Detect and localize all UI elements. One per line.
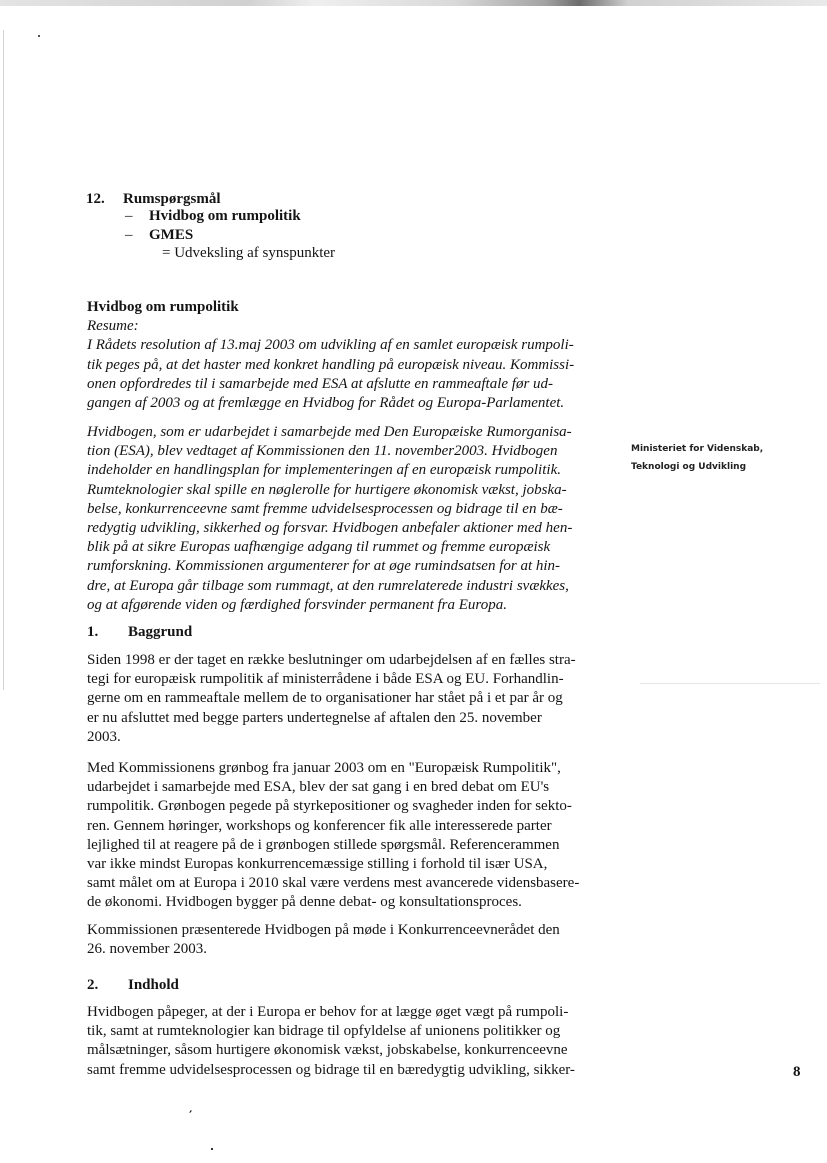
text-line: Hvidbogen, som er udarbejdet i samarbejde med Den Europæiske Rumorganisa- [87, 424, 572, 440]
scan-speck [211, 1148, 213, 1150]
text-line: de økonomi. Hvidbogen bygger på denne debat- og konsultationsproces. [87, 894, 522, 911]
text-line: Rumteknologier skal spille en nøglerolle for hurtigere økonomisk vækst, jobska- [87, 481, 567, 498]
text-line: redygtig udvikling, sikkerhed og forsvar. Hvidbogen anbefaler aktioner med hen- [87, 520, 573, 537]
section1-paragraph-3 [87, 921, 607, 959]
section1-paragraph-1 [87, 651, 607, 747]
scan-mark: ′ [185, 1106, 194, 1122]
section-title: Baggrund [128, 624, 193, 640]
scan-artifact-bar [0, 0, 827, 6]
text-line: og at afgørende viden og færdighed forsvinder permanent fra Europa. [87, 596, 507, 613]
text-line: var ikke mindst Europas konkurrencemæssige stilling i forhold til især USA, [87, 856, 548, 873]
text-line: 26. november 2003. [87, 941, 207, 958]
summary-paragraph-1 [87, 336, 607, 413]
sidebar-line: Ministeriet for Videnskab, [631, 444, 764, 454]
text-line: belse, konkurrenceevne samt fremme udvidelsesprocessen og bidrage til en bæ- [87, 500, 563, 517]
section1-paragraph-2 [87, 759, 607, 913]
text-line: Med Kommissionens grønbog fra januar 2003 om en "Europæisk Rumpolitik", [87, 760, 561, 776]
text-line: Hvidbogen påpeger, at der i Europa er behov for at lægge øget vægt på rumpoli- [87, 1004, 569, 1020]
sidebar-line: Teknologi og Udvikling [631, 462, 747, 472]
text-line: tik, samt at rumteknologier kan bidrage til opfyldelse af unionens politikker og [87, 1023, 561, 1040]
text-line: I Rådets resolution af 13.maj 2003 om udvikling af en samlet europæisk rumpoli- [87, 337, 574, 354]
text-line: onen opfordredes til i samarbejde med ESA at afslutte en rammeaftale før ud- [87, 375, 554, 392]
text-line: samt fremme udvidelsesprocessen og bidrage til en bæredygtig udvikling, sikker- [87, 1061, 575, 1078]
agenda-title: Rumspørgsmål [123, 191, 221, 207]
text-line: Siden 1998 er der taget en række beslutninger om udarbejdelsen af en fælles stra- [87, 652, 576, 668]
dash-bullet: – [125, 227, 133, 243]
text-line: 2003. [87, 728, 121, 745]
text-line: dre, at Europa går tilbage som rummagt, at den rumrelaterede industri svækkes, [87, 577, 569, 594]
text-line: tegi for europæisk rumpolitik af ministerrådene i både ESA og EU. Forhandlin- [87, 671, 564, 688]
section-title: Indhold [128, 977, 179, 993]
text-line: rumpolitik. Grønbogen pegede på styrkepositioner og svagheder inden for sekto- [87, 798, 572, 815]
text-line: målsætninger, såsom hurtigere økonomisk vækst, jobskabelse, konkurrenceevne [87, 1042, 568, 1059]
agenda-subitem-label: GMES [149, 227, 194, 243]
text-line: Kommissionen præsenterede Hvidbogen på møde i Konkurrenceevnerådet den [87, 922, 560, 938]
text-line: gerne om en rammeaftale mellem de to organisationer har stået på i et par år og [87, 690, 563, 707]
ministry-sidebar [631, 440, 763, 476]
text-line: lejlighed til at reagere på de i grønbogen stillede spørgsmål. Referencerammen [87, 836, 560, 853]
text-line: tik peges på, at det haster med konkret handling på europæisk niveau. Kommissi- [87, 356, 575, 373]
agenda-action: = Udveksling af synspunkter [162, 245, 336, 261]
agenda-number: 12. [86, 191, 105, 207]
scan-faint-line [640, 683, 820, 684]
text-line: rumforskning. Kommissionen argumenterer for at øge rumindsatsen for at hin- [87, 558, 561, 575]
page-number: 8 [793, 1064, 801, 1080]
text-line: er nu afsluttet med begge parters undertegnelse af aftalen den 25. november [87, 709, 542, 726]
section2-paragraph-1 [87, 1003, 607, 1080]
scan-edge-line [3, 30, 4, 690]
dash-bullet: – [125, 208, 133, 224]
agenda-subitem [125, 207, 301, 226]
summary-paragraph-2 [87, 423, 607, 615]
text-line: udarbejdet i samarbejde med ESA, blev der sat gang i en bred debat om EU's [87, 779, 550, 796]
text-line: ren. Gennem høringer, workshops og konferencer fik alle interesserede parter [87, 817, 552, 834]
text-line: gangen af 2003 og at fremlægge en Hvidbog for Rådet og Europa-Parlamentet. [87, 395, 565, 412]
summary-block [87, 298, 607, 413]
text-line: indeholder en handlingsplan for implementeringen af en europæisk rumpolitik. [87, 462, 561, 479]
text-line: blik på at sikre Europas uafhængige adgang til rummet og fremme europæisk [87, 539, 551, 556]
text-line: samt målet om at Europa i 2010 skal være verdens mest avancerede vidensbasere- [87, 875, 580, 892]
section-number: 2. [87, 977, 99, 993]
section-heading [87, 624, 192, 641]
agenda-subitem-label: Hvidbog om rumpolitik [149, 208, 301, 224]
section-number: 1. [87, 624, 99, 640]
agenda-subitem [125, 226, 193, 245]
section-heading [87, 977, 179, 994]
text-line: tion (ESA), blev vedtaget af Kommissionen den 11. november2003. Hvidbogen [87, 443, 558, 460]
resume-label: Resume: [87, 318, 139, 335]
scan-speck [38, 35, 40, 37]
summary-heading: Hvidbog om rumpolitik [87, 299, 239, 315]
